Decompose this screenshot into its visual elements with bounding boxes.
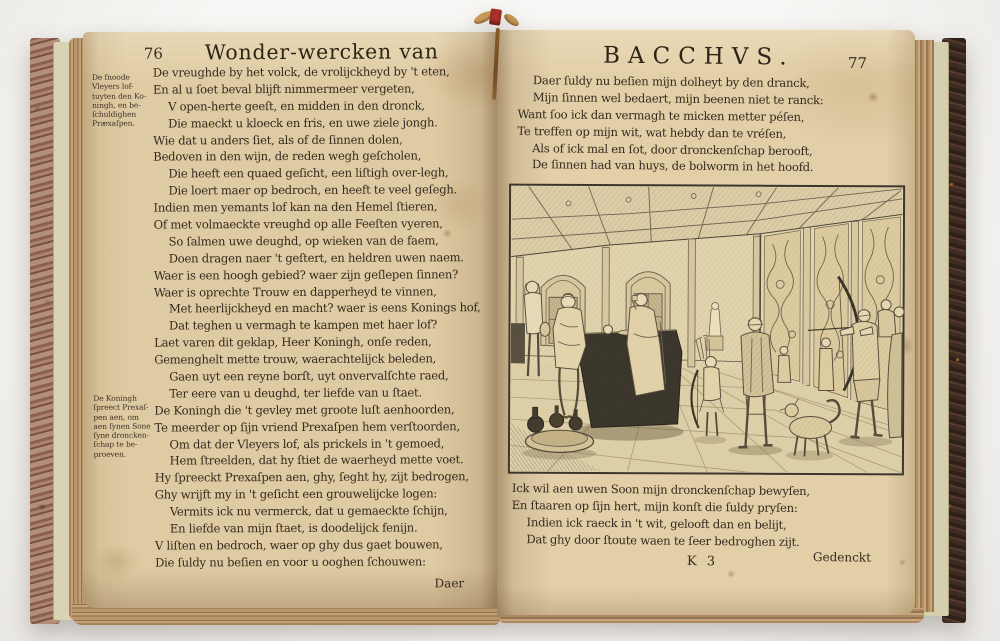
verse-line: Ick wil aen uwen Soon mijn dronckenſchap bewyſen,	[511, 480, 810, 499]
verse-line: Met heerlijckheyd en macht? waer is eens Konings hof,	[168, 300, 481, 316]
verse-line: De Koningh die 't gevley met groote luſt aenhoorden,	[154, 402, 455, 418]
verse-line: Daer ſuldy nu beſien mijn dolheyt by den dranck,	[532, 73, 810, 91]
verse-line: V open-herte geeſt, en midden in den dronck,	[168, 98, 425, 114]
verse-line: Die loert maer op bedroch, en heeft te veel geſegh.	[168, 182, 458, 198]
verse-line: Dat ghy door ſtoute waen te ſeer bedroghen zijt.	[526, 531, 800, 549]
bookmark-ribbon-curl2	[502, 12, 520, 28]
verse-line: De vreughde by het volck, de vrolijckheyd by 't eten,	[152, 64, 450, 80]
verse-line: Dat teghen u vermagh te kampen met haer lof?	[168, 317, 438, 333]
verse-line: Laet varen dit geklap, Heer Koningh, onſe reden,	[154, 334, 432, 350]
verse-line: Indien men yemants lof kan na den Hemel ſtieren,	[153, 199, 438, 215]
verse-line: En ſtaaren op ſijn hert, mijn konſt die ſuldy pryſen:	[511, 497, 798, 515]
verse-block-right-bottom	[511, 480, 810, 551]
verse-line: Wie dat u anders ſiet, als of de ſinnen dolen,	[153, 132, 403, 148]
verse-line: Indien ick raeck in 't wit, gelooft dan en belijt,	[526, 514, 787, 532]
verse-line: Ghy wrijft my in 't geſicht een grouwelijcke logen:	[154, 486, 438, 502]
verse-line: En liefde van mijn ſtaet, is doodelijck fenijn.	[169, 520, 418, 536]
verse-line: Waer is een hoogh gebied? waer zijn geſlepen ſinnen?	[153, 266, 459, 283]
verse-line: Gemenghelt mette trouw, waerachtelijck beleden,	[154, 351, 437, 367]
verse-line: Ter eere van u deughd, ter liefde van u ſtaet.	[169, 385, 422, 401]
left-page-content	[82, 31, 499, 609]
verse-line: V liſten en bedroch, waer op ghy dus gaet bouwen,	[154, 537, 443, 553]
bookmark-ribbon-red	[489, 8, 502, 25]
verse-line: Hy ſpreeckt Prexaſpen aen, ghy, ſeght hy, zijt bedrogen,	[154, 469, 469, 485]
verse-line: Gaen uyt een reyne borſt, uyt onvervalſchte raed,	[169, 368, 449, 384]
verse-line: Die heeft een quaed geſicht, een liſtigh over-legh,	[168, 165, 449, 181]
verse-line: En al u ſoet beval blijft nimmermeer vergeten,	[152, 81, 415, 97]
verse-line: Vermits ick nu vermerck, dat u gemaeckte ſchijn,	[169, 503, 448, 519]
verse-line: De ſinnen had van huys, de bolworm in het hoofd.	[531, 157, 814, 175]
page-number-76: 76	[143, 44, 163, 63]
running-title-left: Wonder-wercken van	[204, 39, 439, 65]
verse-block-left	[153, 63, 482, 571]
verse-line: Doen dragen naer 't geſtert, en heldren uwen naem.	[168, 250, 464, 266]
verse-block-right-top	[517, 72, 824, 177]
catchword-right: Gedenckt	[812, 550, 871, 565]
left-page	[83, 32, 497, 608]
verse-line: Bedoven in den wijn, de reden wegh geſcholen,	[153, 148, 422, 165]
page-number-77: 77	[847, 54, 867, 73]
verse-line: Waer is oprechte Trouw en dapperheyd te vinnen,	[153, 283, 437, 300]
right-page	[497, 30, 915, 615]
open-book	[28, 26, 966, 627]
catchword-left: Daer	[434, 576, 465, 591]
verse-line: Om dat der Vleyers lof, als prickels in 't gemoed,	[169, 435, 445, 452]
margin-note-1: De ſnoode Vleyers lof- tuyten den Ko- ningh, en be- ſchuldighen Præxaſpen.	[91, 72, 147, 129]
verse-line: So ſalmen uwe deughd, op wieken van de faem,	[168, 233, 439, 249]
verse-line: Die ſuldy nu beſien en voor u ooghen ſchouwen:	[155, 554, 426, 570]
bacchus-archery-engraving	[507, 183, 905, 476]
verse-line: Die maeckt u kloeck en fris, en uwe ziele jongh.	[168, 115, 438, 131]
verse-line: Mijn ſinnen wel bedaert, mijn beenen niet te ranck:	[532, 90, 824, 108]
verse-line: Als of ick mal en ſot, door dronckenſchap berooft,	[532, 140, 813, 158]
verse-line: Want ſoo ick dan vermagh te micken metter péſen,	[517, 106, 805, 124]
margin-note-2: De Koningh ſpreect Prexaſ- pen aen, om aen ſynen Sone ſyne droncken- ſchap te be- proeven.	[93, 393, 151, 459]
verse-line: Te meerder op ſijn vriend Prexaſpen hem verſtoorden,	[154, 418, 460, 435]
quire-signature: K 3	[686, 554, 719, 570]
verse-line: Of met volmaeckte vreughd op alle Feeſten vyeren,	[153, 216, 443, 232]
verse-line: Hem ſtreelden, dat hy ſtiet de waerheyd mette voet.	[169, 452, 464, 469]
verse-line: Te treffen op mijn wit, wat hebdy dan te vréſen,	[517, 123, 787, 141]
running-title-right: BACCHVS.	[602, 42, 795, 71]
